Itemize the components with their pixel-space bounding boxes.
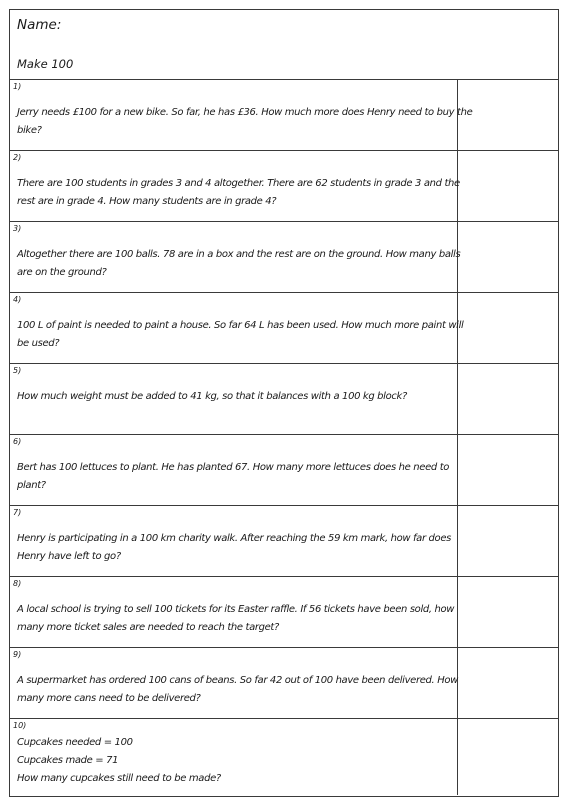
question-cell bbox=[10, 222, 461, 292]
question-text bbox=[17, 175, 460, 211]
answer-box[interactable] bbox=[458, 648, 558, 718]
question-line: rest are in grade 4. How many students are in grade 4? bbox=[17, 196, 277, 207]
question-line: are on the ground? bbox=[17, 267, 107, 278]
question-line: There are 100 students in grades 3 and 4 altogether. There are 62 students in grade 3 and the bbox=[17, 178, 460, 189]
question-row-3 bbox=[10, 222, 558, 293]
worksheet bbox=[9, 9, 559, 797]
answer-box[interactable] bbox=[458, 80, 558, 150]
question-row-1 bbox=[10, 80, 558, 151]
answer-box[interactable] bbox=[458, 222, 558, 292]
question-cell bbox=[10, 364, 458, 434]
question-text bbox=[17, 734, 447, 788]
question-number: 7) bbox=[13, 508, 22, 517]
question-line: A local school is trying to sell 100 tickets for its Easter raffle. If 56 tickets have been sold, how bbox=[17, 604, 455, 615]
question-line: Jerry needs £100 for a new bike. So far, he has £36. How much more does Henry need to buy the bbox=[17, 107, 473, 118]
question-cell bbox=[10, 506, 458, 576]
question-row-10 bbox=[10, 719, 558, 795]
question-line: Cupcakes needed = 100 bbox=[17, 737, 133, 748]
question-text bbox=[17, 459, 450, 495]
question-text bbox=[17, 601, 455, 637]
question-text bbox=[17, 672, 458, 708]
question-cell bbox=[10, 293, 464, 363]
question-row-9 bbox=[10, 648, 558, 719]
question-text bbox=[17, 246, 461, 282]
question-number: 10) bbox=[13, 721, 27, 730]
question-row-4 bbox=[10, 293, 558, 364]
answer-box[interactable] bbox=[458, 364, 558, 434]
question-line: be used? bbox=[17, 338, 60, 349]
question-cell bbox=[10, 648, 458, 718]
answer-box[interactable] bbox=[458, 435, 558, 505]
question-line: Henry is participating in a 100 km charity walk. After reaching the 59 km mark, how far does bbox=[17, 533, 451, 544]
question-line: many more ticket sales are needed to reach the target? bbox=[17, 622, 279, 633]
question-number: 5) bbox=[13, 366, 22, 375]
worksheet-header bbox=[10, 10, 558, 80]
question-line: 100 L of paint is needed to paint a house. So far 64 L has been used. How much more paint will bbox=[17, 320, 464, 331]
question-line: How many cupcakes still need to be made? bbox=[17, 773, 221, 784]
question-text bbox=[17, 388, 447, 406]
question-text bbox=[17, 104, 473, 140]
question-text bbox=[17, 530, 451, 566]
question-line: Cupcakes made = 71 bbox=[17, 755, 119, 766]
question-line: bike? bbox=[17, 125, 42, 136]
question-number: 6) bbox=[13, 437, 22, 446]
question-cell bbox=[10, 80, 473, 150]
answer-box[interactable] bbox=[458, 293, 558, 363]
question-line: Altogether there are 100 balls. 78 are in a box and the rest are on the ground. How many balls bbox=[17, 249, 461, 260]
question-cell bbox=[10, 435, 458, 505]
question-number: 2) bbox=[13, 153, 22, 162]
question-cell bbox=[10, 151, 458, 221]
question-number: 4) bbox=[13, 295, 22, 304]
question-number: 3) bbox=[13, 224, 22, 233]
question-cell bbox=[10, 577, 458, 647]
question-line: plant? bbox=[17, 480, 46, 491]
name-label: Name: bbox=[17, 17, 62, 33]
answer-box[interactable] bbox=[458, 506, 558, 576]
question-row-7 bbox=[10, 506, 558, 577]
answer-box[interactable] bbox=[458, 577, 558, 647]
question-line: A supermarket has ordered 100 cans of beans. So far 42 out of 100 have been delivered. How bbox=[17, 675, 458, 686]
question-row-5 bbox=[10, 364, 558, 435]
question-line: many more cans need to be delivered? bbox=[17, 693, 201, 704]
answer-box[interactable] bbox=[458, 719, 558, 795]
question-row-2 bbox=[10, 151, 558, 222]
question-line: How much weight must be added to 41 kg, so that it balances with a 100 kg block? bbox=[17, 391, 407, 402]
question-line: Bert has 100 lettuces to plant. He has planted 67. How many more lettuces does he need to bbox=[17, 462, 450, 473]
answer-box[interactable] bbox=[458, 151, 558, 221]
question-number: 9) bbox=[13, 650, 22, 659]
question-line: Henry have left to go? bbox=[17, 551, 121, 562]
question-row-6 bbox=[10, 435, 558, 506]
question-number: 1) bbox=[13, 82, 22, 91]
question-cell bbox=[10, 719, 458, 795]
question-row-8 bbox=[10, 577, 558, 648]
question-number: 8) bbox=[13, 579, 22, 588]
question-text bbox=[17, 317, 464, 353]
worksheet-title: Make 100 bbox=[17, 57, 74, 71]
